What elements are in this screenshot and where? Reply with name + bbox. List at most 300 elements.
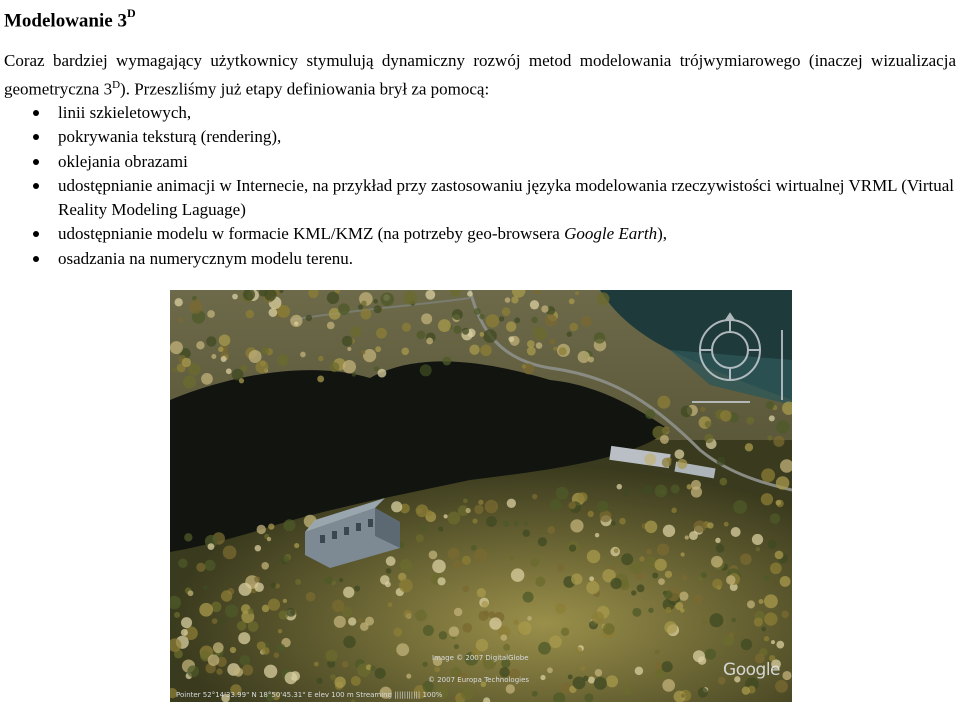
- tree-canopy: [597, 501, 608, 512]
- tree-canopy: [183, 375, 196, 388]
- tree-canopy: [603, 623, 615, 635]
- tree-canopy: [671, 484, 680, 493]
- tree-canopy: [740, 553, 752, 565]
- tree-canopy: [415, 610, 427, 622]
- tree-canopy: [174, 612, 180, 618]
- tree-canopy: [187, 665, 199, 677]
- tree-canopy: [747, 600, 755, 608]
- tree-canopy: [600, 510, 612, 522]
- tree-canopy: [716, 544, 725, 553]
- tree-canopy: [334, 616, 346, 628]
- tree-canopy: [261, 562, 269, 570]
- tree-canopy: [453, 560, 462, 569]
- tree-canopy: [527, 347, 536, 356]
- tree-canopy: [691, 486, 702, 497]
- tree-canopy: [453, 326, 461, 334]
- bullet-icon: [33, 159, 39, 165]
- tree-canopy: [339, 578, 343, 582]
- tree-canopy: [489, 617, 501, 629]
- tree-canopy: [767, 435, 772, 440]
- tree-canopy: [761, 493, 773, 505]
- tree-canopy: [503, 521, 509, 527]
- tree-canopy: [709, 613, 723, 627]
- tree-canopy: [314, 662, 319, 667]
- tree-canopy: [506, 321, 516, 331]
- tree-canopy: [711, 556, 723, 568]
- tree-canopy: [567, 332, 572, 337]
- tree-canopy: [681, 406, 692, 417]
- tree-canopy: [513, 521, 518, 526]
- tree-canopy: [239, 583, 252, 596]
- tree-canopy: [485, 500, 498, 513]
- tree-canopy: [761, 468, 775, 482]
- tree-canopy: [559, 347, 567, 355]
- tree-canopy: [242, 665, 253, 676]
- tree-canopy: [657, 396, 670, 409]
- tree-canopy: [343, 360, 356, 373]
- tree-canopy: [478, 611, 488, 621]
- tree-canopy: [694, 520, 706, 532]
- tree-canopy: [481, 601, 488, 608]
- tree-canopy: [483, 329, 497, 343]
- tree-canopy: [438, 526, 443, 531]
- tree-canopy: [665, 607, 671, 613]
- tree-canopy: [547, 526, 555, 534]
- tree-canopy: [201, 373, 213, 385]
- tree-canopy: [534, 327, 547, 340]
- tree-canopy: [701, 407, 706, 412]
- tree-canopy: [425, 290, 435, 300]
- tree-canopy: [770, 513, 781, 524]
- tree-canopy: [327, 322, 335, 330]
- tree-canopy: [343, 587, 354, 598]
- tree-canopy: [175, 298, 183, 306]
- tree-canopy: [420, 364, 432, 376]
- tree-canopy: [439, 631, 448, 640]
- tree-canopy: [386, 568, 392, 574]
- tree-canopy: [417, 331, 426, 340]
- tree-canopy: [207, 310, 215, 318]
- tree-canopy: [480, 332, 485, 337]
- tree-canopy: [358, 618, 363, 623]
- tree-canopy: [569, 323, 578, 332]
- tree-canopy: [350, 326, 361, 337]
- tree-canopy: [776, 500, 781, 505]
- tree-canopy: [486, 516, 497, 527]
- tree-canopy: [254, 583, 263, 592]
- tree-canopy: [225, 604, 238, 617]
- tree-canopy: [240, 655, 251, 666]
- tree-canopy: [270, 582, 276, 588]
- tree-canopy: [447, 511, 460, 524]
- tree-canopy: [358, 304, 363, 309]
- tree-canopy: [318, 356, 323, 361]
- tree-canopy: [429, 550, 438, 559]
- tree-canopy: [406, 674, 411, 679]
- tree-canopy: [393, 628, 402, 637]
- tree-canopy: [218, 347, 223, 352]
- tree-canopy: [693, 595, 703, 605]
- tree-canopy: [665, 571, 672, 578]
- tree-canopy: [196, 563, 205, 572]
- tree-canopy: [399, 579, 413, 593]
- tree-canopy: [704, 434, 713, 443]
- tree-canopy: [636, 573, 644, 581]
- tree-canopy: [352, 373, 356, 377]
- tree-canopy: [179, 318, 184, 323]
- tree-canopy: [184, 533, 192, 541]
- tree-canopy: [555, 604, 565, 614]
- tree-canopy: [480, 345, 492, 357]
- tree-canopy: [662, 458, 672, 468]
- tree-canopy: [655, 559, 667, 571]
- tree-canopy: [454, 644, 459, 649]
- tree-canopy: [524, 521, 528, 525]
- tree-canopy: [221, 356, 227, 362]
- tree-canopy: [645, 409, 655, 419]
- tree-canopy: [261, 347, 269, 355]
- tree-canopy: [610, 578, 621, 589]
- tree-canopy: [705, 649, 716, 660]
- tree-canopy: [486, 314, 499, 327]
- tree-canopy: [444, 514, 448, 518]
- tree-canopy: [569, 502, 576, 509]
- tree-canopy: [764, 612, 777, 625]
- tree-canopy: [376, 328, 387, 339]
- tree-canopy: [226, 368, 232, 374]
- tree-canopy: [232, 294, 238, 300]
- tree-canopy: [223, 546, 237, 560]
- tree-canopy: [570, 519, 583, 532]
- tree-canopy: [463, 585, 470, 592]
- tree-canopy: [334, 676, 345, 687]
- tree-canopy: [610, 565, 615, 570]
- tree-canopy: [329, 362, 339, 372]
- tree-canopy: [644, 453, 656, 465]
- tree-canopy: [660, 489, 665, 494]
- tree-canopy: [438, 319, 451, 332]
- list-item: udostępnianie modelu w formacie KML/KMZ (na potrzeby geo-browsera Google Earth),: [0, 222, 960, 246]
- tree-canopy: [360, 309, 371, 320]
- tree-canopy: [682, 575, 687, 580]
- tree-canopy: [506, 684, 515, 693]
- tree-canopy: [300, 352, 306, 358]
- tree-canopy: [239, 378, 244, 383]
- tree-canopy: [342, 336, 353, 347]
- list-item: pokrywania teksturą (rendering),: [0, 125, 960, 149]
- tree-canopy: [317, 375, 324, 382]
- tree-canopy: [768, 540, 777, 549]
- tree-canopy: [530, 558, 539, 567]
- tree-canopy: [256, 361, 269, 374]
- tree-canopy: [731, 618, 736, 623]
- page-title: Modelowanie $3^D$: [4, 6, 136, 32]
- tree-canopy: [365, 617, 374, 626]
- tree-canopy: [472, 518, 477, 523]
- tree-canopy: [547, 667, 553, 673]
- tree-canopy: [386, 556, 396, 566]
- tree-canopy: [773, 436, 784, 447]
- tree-canopy: [378, 369, 387, 378]
- list-item: linii szkieletowych,: [0, 101, 960, 125]
- tree-canopy: [660, 435, 669, 444]
- tree-canopy: [575, 291, 579, 295]
- tree-canopy: [469, 345, 479, 355]
- tree-canopy: [203, 585, 208, 590]
- tree-canopy: [462, 556, 471, 565]
- tree-canopy: [556, 487, 569, 500]
- tree-canopy: [724, 522, 729, 527]
- tree-canopy: [532, 691, 538, 697]
- tree-canopy: [705, 421, 712, 428]
- tree-canopy: [752, 534, 763, 545]
- tree-canopy: [583, 676, 588, 681]
- tree-canopy: [332, 600, 345, 613]
- tree-canopy: [348, 617, 356, 625]
- tree-canopy: [681, 552, 685, 556]
- tree-canopy: [463, 498, 468, 503]
- tree-canopy: [294, 321, 298, 325]
- tree-canopy: [754, 617, 763, 626]
- tree-canopy: [571, 573, 582, 584]
- tree-canopy: [461, 687, 474, 700]
- tree-canopy: [756, 547, 761, 552]
- tree-canopy: [178, 559, 187, 568]
- tree-canopy: [726, 575, 736, 585]
- tree-canopy: [677, 459, 687, 469]
- tree-canopy: [380, 292, 394, 306]
- tree-canopy: [712, 579, 722, 589]
- tree-canopy: [759, 599, 764, 604]
- tree-canopy: [477, 588, 486, 597]
- tree-canopy: [657, 543, 669, 555]
- tree-canopy: [255, 545, 261, 551]
- list-item: udostępnianie animacji w Internecie, na przykład przy zastosowaniu języka modelowania rzeczywistości wirtualnej VRML (Virtual Reality Modeling Laguage): [0, 174, 960, 223]
- tree-canopy: [645, 521, 658, 534]
- tree-canopy: [538, 537, 547, 546]
- tree-canopy: [569, 298, 575, 304]
- tree-canopy: [237, 621, 247, 631]
- tree-canopy: [474, 505, 483, 514]
- tree-canopy: [474, 549, 487, 562]
- tree-canopy: [648, 608, 653, 613]
- tree-canopy: [664, 621, 677, 634]
- tree-canopy: [771, 640, 775, 644]
- tree-canopy: [594, 677, 607, 690]
- tree-canopy: [679, 592, 688, 601]
- tree-canopy: [707, 522, 713, 528]
- tree-canopy: [208, 654, 220, 666]
- tree-canopy: [423, 625, 434, 636]
- tree-canopy: [199, 603, 213, 617]
- tree-canopy: [403, 610, 412, 619]
- google-earth-screenshot: [170, 290, 792, 702]
- tree-canopy: [508, 336, 514, 342]
- tree-canopy: [576, 647, 582, 653]
- tree-canopy: [361, 350, 365, 354]
- tree-canopy: [234, 667, 243, 676]
- tree-canopy: [766, 401, 775, 410]
- tree-canopy: [172, 368, 176, 372]
- tree-canopy: [663, 525, 675, 537]
- tree-canopy: [213, 642, 224, 653]
- tree-canopy: [230, 647, 236, 653]
- tree-canopy: [581, 666, 586, 671]
- tree-canopy: [505, 297, 511, 303]
- tree-canopy: [717, 457, 726, 466]
- tree-canopy: [401, 347, 409, 355]
- tree-canopy: [715, 538, 720, 543]
- intro-paragraph: Coraz bardziej wymagający użytkownicy stymulują dynamiczny rozwój metod modelowania trójwymiarowego (inaczej wizualizacja geometryczna $3^D$). Przeszliśmy już etapy definiowania brył za pomocą:: [4, 51, 956, 99]
- tree-canopy: [277, 354, 289, 366]
- tree-canopy: [488, 611, 495, 618]
- tree-canopy: [246, 310, 255, 319]
- tree-canopy: [195, 299, 199, 303]
- tree-canopy: [550, 499, 562, 511]
- tree-canopy: [611, 521, 616, 526]
- tree-canopy: [391, 501, 402, 512]
- tree-canopy: [545, 314, 557, 326]
- tree-canopy: [347, 347, 351, 351]
- tree-canopy: [219, 334, 231, 346]
- tree-canopy: [513, 620, 518, 625]
- tree-canopy: [587, 550, 601, 564]
- tree-canopy: [419, 524, 426, 531]
- tree-canopy: [549, 339, 555, 345]
- tree-canopy: [584, 693, 593, 702]
- tree-canopy: [581, 316, 592, 327]
- tree-canopy: [731, 527, 741, 537]
- tree-canopy: [514, 317, 520, 323]
- tree-canopy: [182, 358, 191, 367]
- tree-canopy: [630, 562, 642, 574]
- bullet-icon: [33, 256, 39, 262]
- tree-canopy: [621, 553, 633, 565]
- tree-canopy: [568, 674, 573, 679]
- tree-canopy: [776, 641, 784, 649]
- tree-canopy: [327, 292, 339, 304]
- tree-canopy: [541, 305, 548, 312]
- tree-canopy: [594, 332, 605, 343]
- tree-canopy: [471, 545, 477, 551]
- tree-canopy: [262, 647, 269, 654]
- tree-canopy: [338, 303, 350, 315]
- tree-canopy: [687, 484, 692, 489]
- tree-canopy: [557, 564, 565, 572]
- tree-canopy: [448, 548, 460, 560]
- tree-canopy: [426, 338, 433, 345]
- tree-canopy: [769, 415, 775, 421]
- tree-canopy: [770, 562, 782, 574]
- tree-canopy: [388, 602, 393, 607]
- tree-canopy: [330, 674, 336, 680]
- tree-canopy: [531, 317, 538, 324]
- tree-canopy: [671, 508, 676, 513]
- tree-canopy: [675, 602, 683, 610]
- tree-canopy: [454, 608, 462, 616]
- tree-canopy: [269, 308, 278, 317]
- tree-canopy: [578, 351, 590, 363]
- tree-canopy: [606, 675, 618, 687]
- tree-canopy: [780, 576, 791, 587]
- tree-canopy: [622, 490, 628, 496]
- bullet-icon: [33, 231, 39, 237]
- tree-canopy: [326, 650, 338, 662]
- tree-canopy: [720, 478, 728, 486]
- tree-canopy: [499, 316, 504, 321]
- tree-canopy: [434, 666, 440, 672]
- terrain-image: [170, 290, 792, 702]
- tree-canopy: [375, 346, 381, 352]
- tree-canopy: [370, 665, 375, 670]
- tree-canopy: [385, 581, 391, 587]
- tree-canopy: [623, 686, 632, 695]
- tree-canopy: [267, 537, 271, 541]
- tree-canopy: [221, 590, 232, 601]
- tree-canopy: [276, 644, 285, 653]
- tree-canopy: [632, 608, 641, 617]
- tree-canopy: [212, 618, 218, 624]
- bullet-icon: [33, 134, 39, 140]
- tree-canopy: [247, 608, 253, 614]
- tree-canopy: [462, 623, 472, 633]
- tree-canopy: [698, 656, 706, 664]
- tree-canopy: [781, 611, 789, 619]
- tree-canopy: [549, 635, 562, 648]
- tree-canopy: [283, 599, 287, 603]
- tree-canopy: [403, 291, 417, 305]
- tree-canopy: [561, 628, 569, 636]
- tree-canopy: [764, 594, 778, 608]
- tree-canopy: [181, 629, 188, 636]
- tree-canopy: [462, 328, 469, 335]
- bullet-list: [0, 101, 960, 271]
- tree-canopy: [522, 364, 527, 369]
- tree-canopy: [306, 592, 316, 602]
- tree-canopy: [181, 617, 192, 628]
- tree-canopy: [733, 500, 747, 514]
- tree-canopy: [569, 544, 576, 551]
- bullet-icon: [33, 183, 39, 189]
- tree-canopy: [442, 357, 451, 366]
- tree-canopy: [523, 529, 530, 536]
- tree-canopy: [741, 639, 752, 650]
- tree-canopy: [639, 556, 644, 561]
- tree-canopy: [776, 420, 789, 433]
- tree-canopy: [325, 576, 333, 584]
- tree-canopy: [652, 573, 658, 579]
- tree-canopy: [503, 644, 510, 651]
- tree-canopy: [316, 678, 322, 684]
- tree-canopy: [452, 309, 463, 320]
- tree-canopy: [527, 340, 535, 348]
- tree-canopy: [595, 669, 603, 677]
- tree-canopy: [746, 417, 754, 425]
- tree-canopy: [588, 511, 594, 517]
- tree-canopy: [775, 551, 784, 560]
- bullet-icon: [33, 110, 39, 116]
- tree-canopy: [637, 584, 645, 592]
- tree-canopy: [204, 560, 215, 571]
- tree-canopy: [619, 518, 626, 525]
- tree-canopy: [478, 500, 483, 505]
- tree-canopy: [701, 572, 707, 578]
- tree-canopy: [351, 676, 361, 686]
- tree-canopy: [776, 476, 789, 489]
- status-bar: Pointer 52°14'33.99" N 18°50'45.31" E elev 100 m Streaming ||||||||||| 100%: [176, 691, 443, 699]
- google-logo: Google: [723, 660, 780, 680]
- tree-canopy: [254, 576, 260, 582]
